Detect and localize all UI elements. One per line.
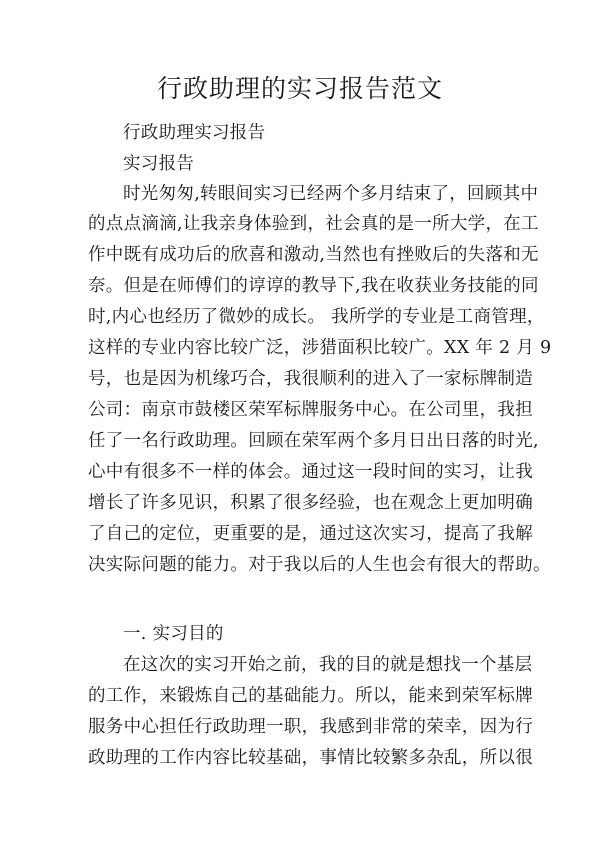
paragraph-line: 增长了许多见识，积累了很多经验，也在观念上更加明确 <box>88 493 533 513</box>
paragraph-line: 政助理的工作内容比较基础，事情比较繁多杂乱，所以很 <box>88 748 533 768</box>
paragraph-line: 心中有很多不一样的体会。通过这一段时间的实习，让我 <box>88 462 533 482</box>
paragraph-line: 决实际问题的能力。对于我以后的人生也会有很大的帮助。 <box>88 555 551 575</box>
document-title: 行政助理的实习报告范文 <box>156 74 443 103</box>
paragraph-line: 服务中心担任行政助理一职，我感到非常的荣幸，因为行 <box>88 717 533 737</box>
paragraph-line: 公司：南京市鼓楼区荣军标牌服务中心。在公司里，我担 <box>88 400 533 420</box>
paragraph-line: 这样的专业内容比较广泛，涉猎面积比较广。XX 年 2 月 9 <box>88 338 552 358</box>
paragraph-line: 了自己的定位，更重要的是，通过这次实习，提高了我解 <box>88 524 533 544</box>
paragraph-line: 在这次的实习开始之前，我的目的就是想找一个基层 <box>123 655 533 675</box>
paragraph-line: 任了一名行政助理。回顾在荣军两个多月日出日落的时光, <box>88 431 539 451</box>
document-subtitle: 行政助理实习报告 <box>123 123 266 143</box>
paragraph-line: 的工作，来锻炼自己的基础能力。所以，能来到荣军标牌 <box>88 686 533 706</box>
paragraph-line: 时,内心也经历了微妙的成长。 我所学的专业是工商管理， <box>88 307 545 327</box>
paragraph-line: 的点点滴滴,让我亲身体验到，社会真的是一所大学，在工 <box>88 214 539 234</box>
section-label: 实习报告 <box>123 154 195 174</box>
paragraph-line: 作中既有成功后的欣喜和激动,当然也有挫败后的失落和无 <box>88 245 539 265</box>
paragraph-line: 号，也是因为机缘巧合，我很顺利的进入了一家标牌制造 <box>88 369 533 389</box>
paragraph-line: 奈。但是在师傅们的谆谆的教导下,我在收获业务技能的同 <box>88 276 539 296</box>
paragraph-line: 时光匆匆,转眼间实习已经两个多月结束了，回顾其中 <box>123 184 539 204</box>
section-heading: 一. 实习目的 <box>123 624 224 644</box>
